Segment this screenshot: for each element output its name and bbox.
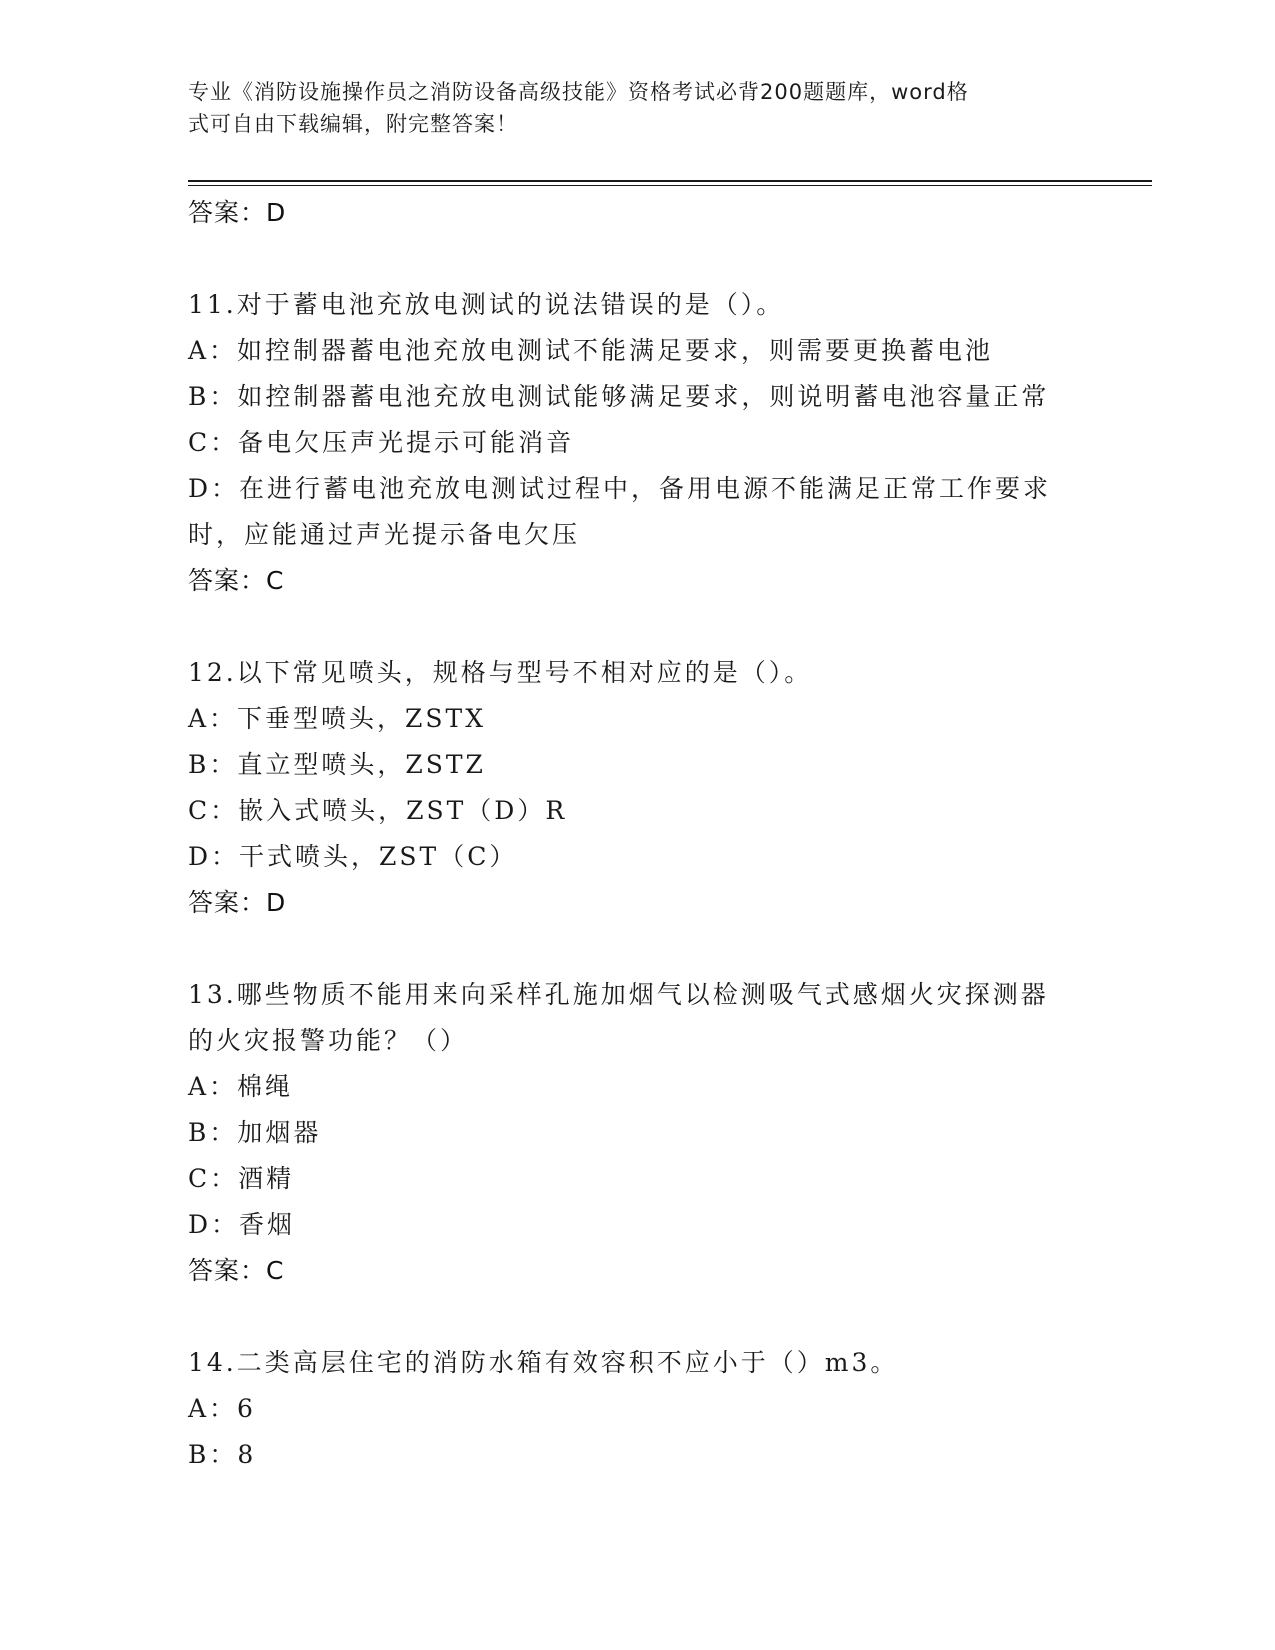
option-b: B：直立型喷头，ZSTZ xyxy=(188,750,486,779)
answer-line: 答案：D xyxy=(188,888,287,917)
option-c: C：酒精 xyxy=(188,1164,295,1193)
previous-answer: 答案：D xyxy=(188,198,287,227)
question-text-continued: 的火灾报警功能？（） xyxy=(188,1026,469,1055)
option-c: C：嵌入式喷头，ZST（D）R xyxy=(188,796,568,825)
spacer xyxy=(188,236,1088,282)
option-b: B：加烟器 xyxy=(188,1118,322,1147)
question-text: 14.二类高层住宅的消防水箱有效容积不应小于（）m3。 xyxy=(188,1348,899,1377)
option-d: D：干式喷头，ZST（C） xyxy=(188,842,518,871)
question-block xyxy=(188,650,1088,926)
document-header xyxy=(188,76,1068,140)
question-text: 13.哪些物质不能用来向采样孔施加烟气以检测吸气式感烟火灾探测器 xyxy=(188,980,1049,1009)
spacer xyxy=(188,926,1088,972)
header-line-1: 专业《消防设施操作员之消防设备高级技能》资格考试必背200题题库，word格 xyxy=(188,80,969,104)
question-block xyxy=(188,972,1088,1294)
header-divider-thick xyxy=(188,180,1152,182)
question-block xyxy=(188,1340,1088,1478)
option-a: A：6 xyxy=(188,1394,256,1423)
question-text: 11.对于蓄电池充放电测试的说法错误的是（）。 xyxy=(188,290,785,319)
option-d: D：在进行蓄电池充放电测试过程中，备用电源不能满足正常工作要求 xyxy=(188,474,1052,503)
header-divider-thin xyxy=(188,185,1152,186)
header-line-2: 式可自由下载编辑，附完整答案！ xyxy=(188,112,518,136)
option-b: B：8 xyxy=(188,1440,257,1469)
option-d: D：香烟 xyxy=(188,1210,296,1239)
option-d-continued: 时，应能通过声光提示备电欠压 xyxy=(188,520,581,549)
answer-line: 答案：C xyxy=(188,1256,285,1285)
answer-line: 答案：C xyxy=(188,566,285,595)
question-text: 12.以下常见喷头，规格与型号不相对应的是（）。 xyxy=(188,658,813,687)
question-list xyxy=(188,190,1088,1478)
option-a: A：棉绳 xyxy=(188,1072,294,1101)
option-b: B：如控制器蓄电池充放电测试能够满足要求，则说明蓄电池容量正常 xyxy=(188,382,1050,411)
spacer xyxy=(188,1294,1088,1340)
option-c: C：备电欠压声光提示可能消音 xyxy=(188,428,575,457)
question-block xyxy=(188,282,1088,604)
spacer xyxy=(188,604,1088,650)
option-a: A：下垂型喷头，ZSTX xyxy=(188,704,487,733)
option-a: A：如控制器蓄电池充放电测试不能满足要求，则需要更换蓄电池 xyxy=(188,336,994,365)
